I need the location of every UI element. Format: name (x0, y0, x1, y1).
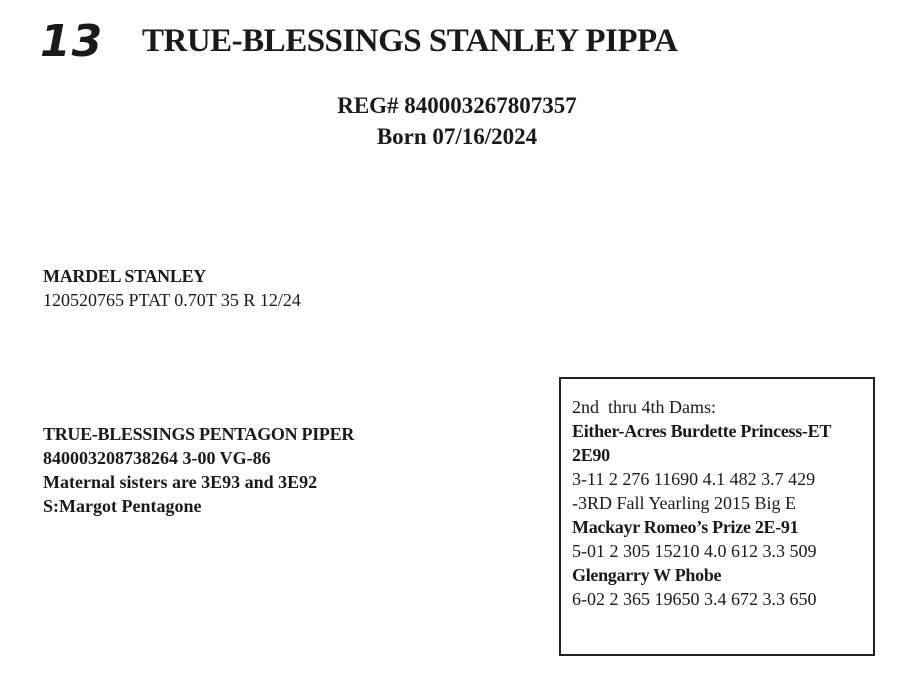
dam-block (43, 422, 354, 518)
sire-block (43, 264, 301, 312)
sire-name: MARDEL STANLEY (43, 266, 206, 286)
dam-name: TRUE-BLESSINGS PENTAGON PIPER (43, 424, 355, 444)
animal-name: TRUE-BLESSINGS STANLEY PIPPA (142, 23, 678, 59)
third-dam-record: 5-01 2 305 15210 4.0 612 3.3 509 (572, 541, 817, 561)
third-dam-name: Mackayr Romeo’s Prize 2E-91 (572, 517, 799, 537)
ancestor-dams-box (559, 377, 875, 656)
dam-sire: S:Margot Pentagone (43, 496, 202, 516)
dam-maternal-sisters: Maternal sisters are 3E93 and 3E92 (43, 472, 318, 492)
second-dam-record: 3-11 2 276 11690 4.1 482 3.7 429 (572, 469, 816, 489)
second-dam-name: Either-Acres Burdette Princess-ET (572, 421, 832, 441)
registration-number: REG# 840003267807357 (337, 93, 577, 118)
fourth-dam-record: 6-02 2 365 19650 3.4 672 3.3 650 (572, 589, 817, 609)
second-dam-classification: 2E90 (572, 445, 610, 465)
second-dam-award: -3RD Fall Yearling 2015 Big E (572, 493, 797, 513)
sire-details: 120520765 PTAT 0.70T 35 R 12/24 (43, 290, 301, 310)
birth-date: Born 07/16/2024 (376, 124, 538, 149)
dams-box-heading: 2nd thru 4th Dams: (572, 397, 716, 417)
dam-details: 840003208738264 3-00 VG-86 (43, 448, 271, 468)
fourth-dam-name: Glengarry W Phobe (572, 565, 722, 585)
lot-number: 13 (40, 16, 104, 67)
